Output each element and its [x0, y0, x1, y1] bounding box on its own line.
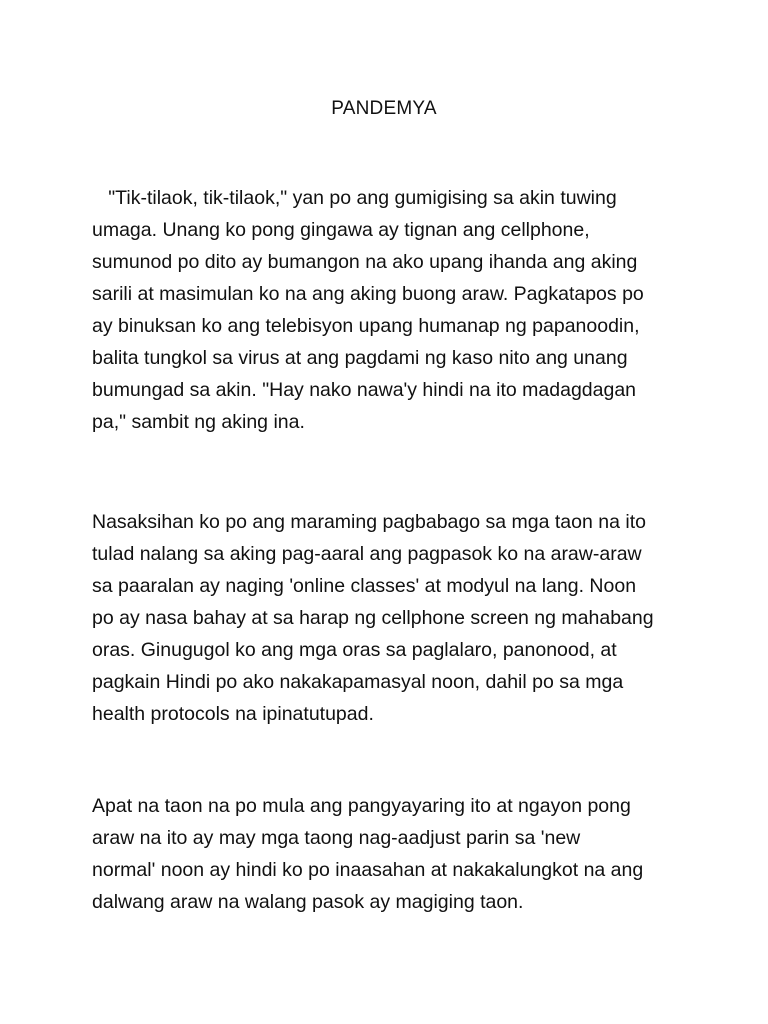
paragraph-line: sumunod po dito ay bumangon na ako upang ihanda ang aking — [92, 251, 638, 273]
paragraph-line: sarili at masimulan ko na ang aking buong araw. Pagkatapos po — [92, 283, 644, 305]
paragraph-1 — [92, 182, 692, 438]
paragraph-line: pagkain Hindi po ako nakakapamasyal noon, dahil po sa mga — [92, 671, 624, 693]
paragraph-line: Apat na taon na po mula ang pangyayaring ito at ngayon pong — [92, 795, 631, 817]
paragraph-line: health protocols na ipinatutupad. — [92, 703, 374, 725]
paragraph-line: umaga. Unang ko pong gingawa ay tignan ang cellphone, — [92, 219, 590, 241]
document-title: PANDEMYA — [331, 98, 437, 119]
paragraph-line: Nasaksihan ko po ang maraming pagbabago sa mga taon na ito — [92, 511, 646, 533]
paragraph-2 — [92, 506, 692, 730]
paragraph-line: araw na ito ay may mga taong nag-aadjust parin sa 'new — [92, 827, 581, 849]
paragraph-line: tulad nalang sa aking pag-aaral ang pagpasok ko na araw-araw — [92, 543, 642, 565]
paragraph-line: bumungad sa akin. "Hay nako nawa'y hindi na ito madagdagan — [92, 379, 637, 401]
paragraph-3 — [92, 790, 692, 918]
paragraph-line: ay binuksan ko ang telebisyon upang humanap ng papanoodin, — [92, 315, 640, 337]
paragraph-line: oras. Ginugugol ko ang mga oras sa paglalaro, panonood, at — [92, 639, 617, 661]
paragraph-line: pa," sambit ng aking ina. — [92, 411, 305, 433]
paragraph-line: balita tungkol sa virus at ang pagdami ng kaso nito ang unang — [92, 347, 628, 369]
paragraph-line: dalwang araw na walang pasok ay magiging taon. — [92, 891, 524, 913]
paragraph-line: po ay nasa bahay at sa harap ng cellphone screen ng mahabang — [92, 607, 654, 629]
paragraph-line: sa paaralan ay naging 'online classes' at modyul na lang. Noon — [92, 575, 637, 597]
paragraph-line: normal' noon ay hindi ko po inaasahan at nakakalungkot na ang — [92, 859, 644, 881]
paragraph-line: "Tik-tilaok, tik-tilaok," yan po ang gumigising sa akin tuwing — [92, 187, 617, 209]
